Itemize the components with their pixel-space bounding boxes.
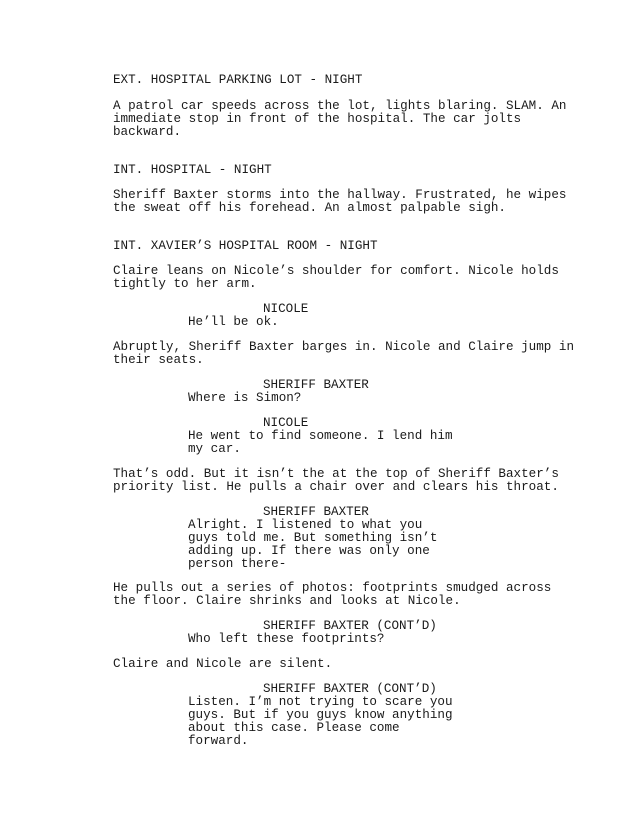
action-line: Claire leans on Nicole’s shoulder for comfort. Nicole holds: [113, 264, 559, 278]
character-name: SHERIFF BAXTER (CONT’D): [263, 619, 437, 633]
dialogue-line: adding up. If there was only one: [188, 544, 430, 558]
dialogue-line: Listen. I’m not trying to scare you: [188, 695, 453, 709]
action-line: tightly to her arm.: [113, 277, 257, 291]
action-line: That’s odd. But it isn’t the at the top of Sheriff Baxter’s: [113, 467, 559, 481]
character-name: SHERIFF BAXTER (CONT’D): [263, 682, 437, 696]
character-name: NICOLE: [263, 302, 309, 316]
action-line: the sweat off his forehead. An almost palpable sigh.: [113, 201, 506, 215]
dialogue-line: He’ll be ok.: [188, 315, 279, 329]
dialogue-line: Alright. I listened to what you: [188, 518, 423, 532]
dialogue-line: He went to find someone. I lend him: [188, 429, 453, 443]
action-line: He pulls out a series of photos: footprints smudged across: [113, 581, 552, 595]
character-name: SHERIFF BAXTER: [263, 378, 369, 392]
dialogue-line: my car.: [188, 442, 241, 456]
action-line: priority list. He pulls a chair over and clears his throat.: [113, 480, 559, 494]
character-name: SHERIFF BAXTER: [263, 505, 369, 519]
action-line: immediate stop in front of the hospital. The car jolts: [113, 112, 522, 126]
action-line: Abruptly, Sheriff Baxter barges in. Nicole and Claire jump in: [113, 340, 575, 354]
action-line: backward.: [113, 125, 182, 139]
character-name: NICOLE: [263, 416, 309, 430]
scene-heading: INT. XAVIER’S HOSPITAL ROOM - NIGHT: [113, 239, 378, 253]
action-line: Claire and Nicole are silent.: [113, 657, 333, 671]
dialogue-line: guys told me. But something isn’t: [188, 531, 438, 545]
dialogue-line: forward.: [188, 734, 249, 748]
dialogue-line: guys. But if you guys know anything: [188, 708, 453, 722]
action-line: A patrol car speeds across the lot, lights blaring. SLAM. An: [113, 99, 567, 113]
dialogue-line: Who left these footprints?: [188, 632, 385, 646]
dialogue-line: person there-: [188, 557, 287, 571]
scene-heading: EXT. HOSPITAL PARKING LOT - NIGHT: [113, 73, 363, 87]
scene-heading: INT. HOSPITAL - NIGHT: [113, 163, 272, 177]
action-line: their seats.: [113, 353, 204, 367]
dialogue-line: about this case. Please come: [188, 721, 400, 735]
action-line: Sheriff Baxter storms into the hallway. Frustrated, he wipes: [113, 188, 567, 202]
dialogue-line: Where is Simon?: [188, 391, 302, 405]
action-line: the floor. Claire shrinks and looks at Nicole.: [113, 594, 461, 608]
